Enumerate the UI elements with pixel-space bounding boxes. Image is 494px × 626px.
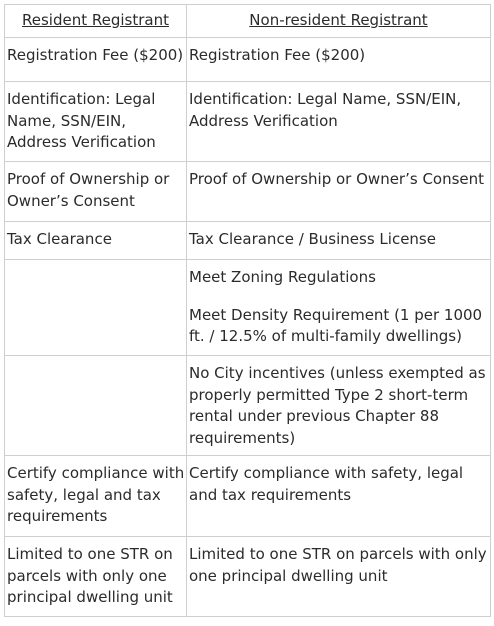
registrant-comparison-table [4, 4, 491, 617]
header-nonresident-registrant: Non-resident Registrant [187, 5, 491, 38]
nonresident-cell [187, 38, 491, 82]
header-resident-registrant: Resident Registrant [5, 5, 187, 38]
table-row [5, 260, 491, 356]
nonresident-cell [187, 456, 491, 537]
nonresident-cell [187, 162, 491, 222]
cell-text: Identification: Legal Name, SSN/EIN, Address Verification [189, 90, 462, 130]
resident-cell [5, 537, 187, 617]
cell-text: Tax Clearance [7, 230, 112, 248]
cell-text: Meet Density Requirement (1 per 1000 ft. / 12.5% of multi-family dwellings) [189, 305, 483, 345]
table-row [5, 38, 491, 82]
nonresident-cell [187, 537, 491, 617]
resident-cell [5, 162, 187, 222]
table-row [5, 537, 491, 617]
cell-text: Limited to one STR on parcels with only one principal dwelling unit [189, 545, 487, 585]
table-row [5, 162, 491, 222]
table-row [5, 82, 491, 162]
cell-text: Registration Fee ($200) [189, 46, 366, 64]
cell-text: No City incentives (unless exempted as properly permitted Type 2 short-term rental under previous Chapter 88 requirements) [189, 364, 486, 447]
resident-cell [5, 82, 187, 162]
nonresident-cell [187, 82, 491, 162]
cell-text: Proof of Ownership or Owner’s Consent [189, 170, 485, 188]
cell-text: Identification: Legal Name, SSN/EIN, Address Verification [7, 90, 156, 151]
cell-text: Registration Fee ($200) [7, 46, 184, 64]
table-header-row [5, 5, 491, 38]
resident-cell [5, 456, 187, 537]
nonresident-cell [187, 356, 491, 456]
cell-text: Certify compliance with safety, legal and tax requirements [189, 464, 464, 504]
cell-text: Limited to one STR on parcels with only one principal dwelling unit [7, 545, 173, 606]
nonresident-cell [187, 260, 491, 356]
cell-text: Tax Clearance / Business License [189, 230, 436, 248]
resident-cell [5, 222, 187, 260]
table-row [5, 456, 491, 537]
table-row [5, 356, 491, 456]
resident-cell [5, 38, 187, 82]
resident-cell [5, 356, 187, 456]
cell-text: Proof of Ownership or Owner’s Consent [7, 170, 170, 210]
cell-text: Certify compliance with safety, legal and tax requirements [7, 464, 185, 525]
table-row [5, 222, 491, 260]
nonresident-cell [187, 222, 491, 260]
resident-cell [5, 260, 187, 356]
cell-text: Meet Zoning Regulations [189, 268, 376, 286]
